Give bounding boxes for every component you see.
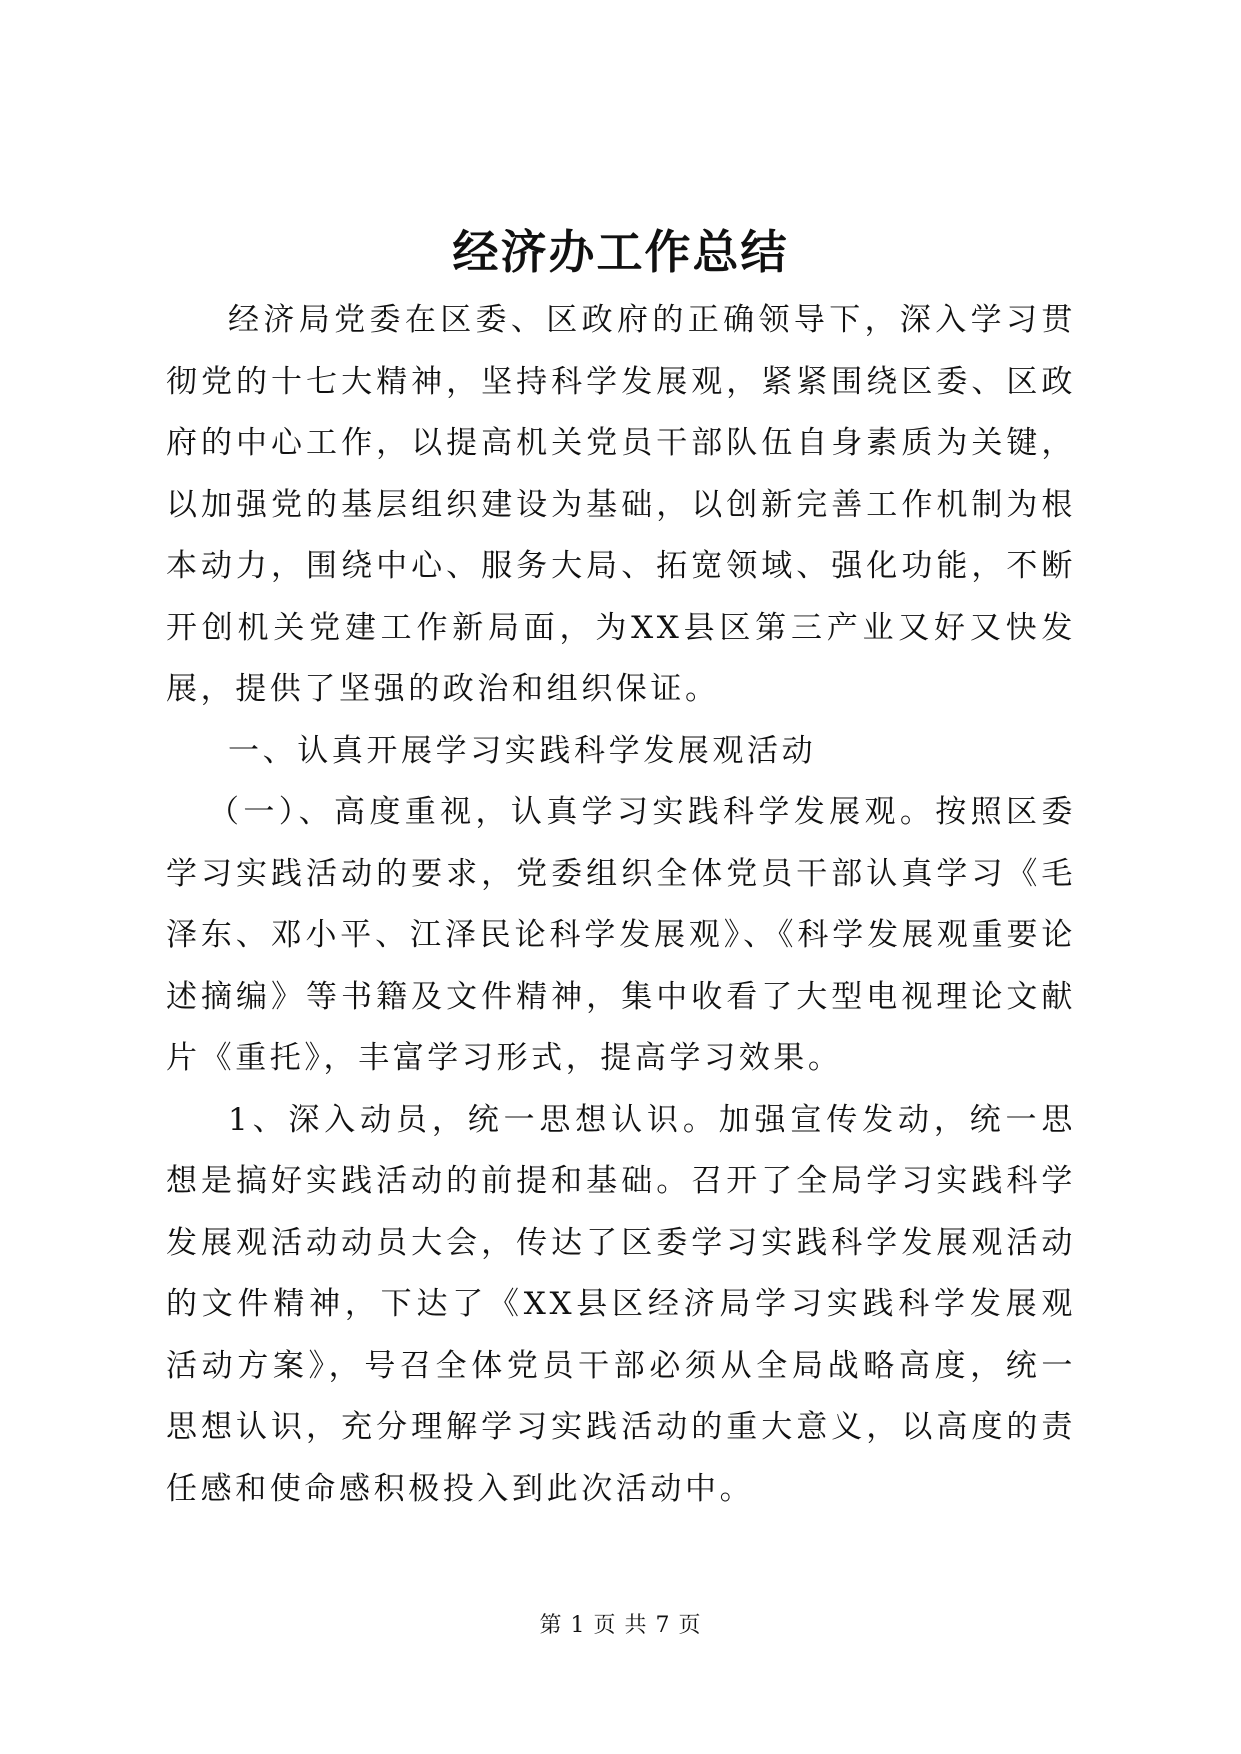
- subsection-paragraph: （一）、高度重视，认真学习实践科学发展观。按照区委学习实践活动的要求，党委组织全体党员干部认真学习《毛泽东、邓小平、江泽民论科学发展观》、《科学发展观重要论述摘编》等书籍及文件精神，集中收看了大型电视理论文献片《重托》，丰富学习形式，提高学习效果。: [166, 794, 1076, 1076]
- document-body: [166, 290, 1076, 1520]
- intro-paragraph: 经济局党委在区委、区政府的正确领导下，深入学习贯彻党的十七大精神，坚持科学发展观，紧紧围绕区委、区政府的中心工作，以提高机关党员干部队伍自身素质为关键，以加强党的基层组织建设为基础，以创新完善工作机制为根本动力，围绕中心、服务大局、拓宽领域、强化功能，不断开创机关党建工作新局面，为XX县区第三产业又好又快发展，提供了坚强的政治和组织保证。: [166, 302, 1076, 707]
- page-footer: 第 1 页 共 7 页: [539, 1613, 702, 1638]
- document-title: 经济办工作总结: [452, 225, 789, 279]
- section-heading: 一、认真开展学习实践科学发展观活动: [228, 732, 817, 769]
- item-paragraph: 1、深入动员，统一思想认识。加强宣传发动，统一思想是搞好实践活动的前提和基础。召开了全局学习实践科学发展观活动动员大会，传达了区委学习实践科学发展观活动的文件精神，下达了《XX县区经济局学习实践科学发展观活动方案》，号召全体党员干部必须从全局战略高度，统一思想认识，充分理解学习实践活动的重大意义，以高度的责任感和使命感积极投入到此次活动中。: [166, 1101, 1076, 1507]
